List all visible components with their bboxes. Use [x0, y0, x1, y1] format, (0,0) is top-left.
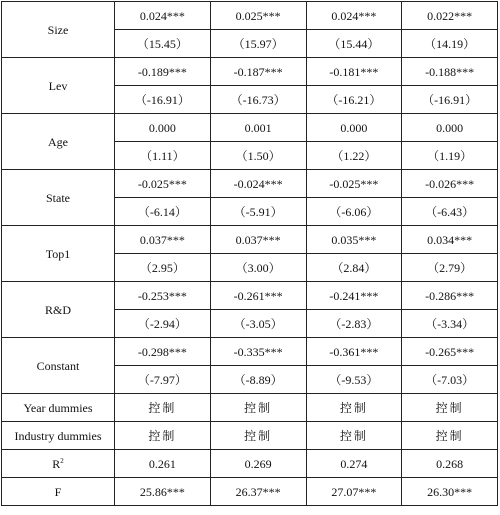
- t-stat-cell: （-16.21）: [306, 86, 402, 114]
- stat-cell: 26.30***: [402, 478, 498, 506]
- table-row-lev-coef: [2, 58, 498, 86]
- coef-cell: -0.025***: [115, 170, 211, 198]
- coef-cell: 0.037***: [115, 226, 211, 254]
- coef-cell: -0.265***: [402, 338, 498, 366]
- stat-cell: 0.268: [402, 450, 498, 478]
- table-row-rnd-coef: [2, 282, 498, 310]
- t-stat-cell: （1.22）: [306, 142, 402, 170]
- table-row-constant-coef: [2, 338, 498, 366]
- coef-cell: -0.286***: [402, 282, 498, 310]
- t-stat-cell: （14.19）: [402, 30, 498, 58]
- r-squared-base: R: [52, 456, 61, 471]
- t-stat-cell: （1.11）: [115, 142, 211, 170]
- t-stat-cell: （-16.91）: [402, 86, 498, 114]
- control-cell: 控制: [402, 422, 498, 450]
- variable-label-state: State: [2, 170, 115, 226]
- coef-cell: -0.187***: [210, 58, 306, 86]
- coef-cell: -0.181***: [306, 58, 402, 86]
- coef-cell: -0.253***: [115, 282, 211, 310]
- variable-label-rnd: R&D: [2, 282, 115, 338]
- coef-cell: -0.026***: [402, 170, 498, 198]
- coef-cell: 0.025***: [210, 2, 306, 30]
- control-cell: 控制: [210, 394, 306, 422]
- table-row-top1-coef: [2, 226, 498, 254]
- r-squared-superscript: 2: [60, 456, 64, 465]
- stat-cell: 0.269: [210, 450, 306, 478]
- t-stat-cell: （-6.06）: [306, 198, 402, 226]
- coef-cell: -0.241***: [306, 282, 402, 310]
- coef-cell: 0.001: [210, 114, 306, 142]
- stat-cell: 0.274: [306, 450, 402, 478]
- t-stat-cell: （2.95）: [115, 254, 211, 282]
- coef-cell: -0.261***: [210, 282, 306, 310]
- control-cell: 控制: [115, 422, 211, 450]
- variable-label-size: Size: [2, 2, 115, 58]
- stat-cell: 0.261: [115, 450, 211, 478]
- t-stat-cell: （-7.03）: [402, 366, 498, 394]
- variable-label-r-squared: [2, 450, 115, 478]
- coef-cell: -0.024***: [210, 170, 306, 198]
- variable-label-year-dummies: Year dummies: [2, 394, 115, 422]
- variable-label-lev: Lev: [2, 58, 115, 114]
- coef-cell: -0.361***: [306, 338, 402, 366]
- t-stat-cell: （-2.83）: [306, 310, 402, 338]
- coef-cell: 0.000: [115, 114, 211, 142]
- coef-cell: 0.037***: [210, 226, 306, 254]
- coef-cell: 0.034***: [402, 226, 498, 254]
- control-cell: 控制: [115, 394, 211, 422]
- stat-cell: 27.07***: [306, 478, 402, 506]
- table-row-year-dummies: [2, 394, 498, 422]
- coef-cell: 0.024***: [306, 2, 402, 30]
- stat-cell: 26.37***: [210, 478, 306, 506]
- t-stat-cell: （1.19）: [402, 142, 498, 170]
- coef-cell: 0.022***: [402, 2, 498, 30]
- control-cell: 控制: [402, 394, 498, 422]
- t-stat-cell: （-6.43）: [402, 198, 498, 226]
- variable-label-age: Age: [2, 114, 115, 170]
- t-stat-cell: （-16.73）: [210, 86, 306, 114]
- coef-cell: -0.188***: [402, 58, 498, 86]
- t-stat-cell: （-6.14）: [115, 198, 211, 226]
- variable-label-top1: Top1: [2, 226, 115, 282]
- control-cell: 控制: [306, 394, 402, 422]
- coef-cell: 0.024***: [115, 2, 211, 30]
- control-cell: 控制: [306, 422, 402, 450]
- table-row-size-coef: [2, 2, 498, 30]
- table-row-f-stat: [2, 478, 498, 506]
- t-stat-cell: （3.00）: [210, 254, 306, 282]
- coef-cell: -0.025***: [306, 170, 402, 198]
- table-row-industry-dummies: [2, 422, 498, 450]
- stat-cell: 25.86***: [115, 478, 211, 506]
- variable-label-constant: Constant: [2, 338, 115, 394]
- t-stat-cell: （-3.05）: [210, 310, 306, 338]
- t-stat-cell: （-8.89）: [210, 366, 306, 394]
- variable-label-f: F: [2, 478, 115, 506]
- t-stat-cell: （-7.97）: [115, 366, 211, 394]
- t-stat-cell: （-5.91）: [210, 198, 306, 226]
- coef-cell: -0.189***: [115, 58, 211, 86]
- coef-cell: -0.298***: [115, 338, 211, 366]
- t-stat-cell: （2.84）: [306, 254, 402, 282]
- t-stat-cell: （15.97）: [210, 30, 306, 58]
- variable-label-industry-dummies: Industry dummies: [2, 422, 115, 450]
- coef-cell: 0.035***: [306, 226, 402, 254]
- t-stat-cell: （-3.34）: [402, 310, 498, 338]
- table-row-r-squared: [2, 450, 498, 478]
- t-stat-cell: （1.50）: [210, 142, 306, 170]
- control-cell: 控制: [210, 422, 306, 450]
- coef-cell: 0.000: [306, 114, 402, 142]
- coef-cell: -0.335***: [210, 338, 306, 366]
- t-stat-cell: （-16.91）: [115, 86, 211, 114]
- t-stat-cell: （15.45）: [115, 30, 211, 58]
- t-stat-cell: （2.79）: [402, 254, 498, 282]
- regression-table: [1, 1, 498, 506]
- t-stat-cell: （-2.94）: [115, 310, 211, 338]
- table-row-age-coef: [2, 114, 498, 142]
- table-row-state-coef: [2, 170, 498, 198]
- t-stat-cell: （-9.53）: [306, 366, 402, 394]
- coef-cell: 0.000: [402, 114, 498, 142]
- t-stat-cell: （15.44）: [306, 30, 402, 58]
